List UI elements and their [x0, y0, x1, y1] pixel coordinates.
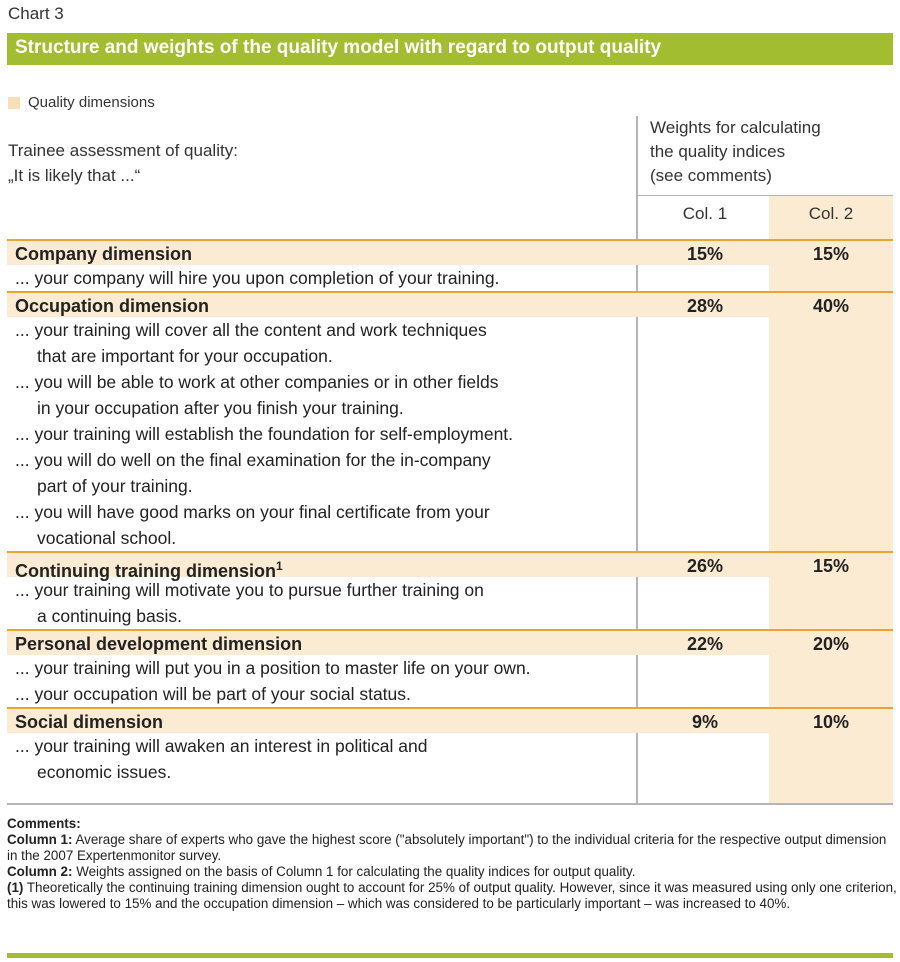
dimension-name — [15, 242, 192, 266]
criterion-text: that are important for your occupation. — [37, 346, 333, 366]
chart-label: Chart 3 — [8, 4, 64, 23]
legend-swatch-icon — [8, 97, 20, 109]
criterion-item — [7, 317, 640, 369]
criterion-item — [7, 499, 640, 551]
dimension-name — [15, 294, 209, 318]
dimension-row — [7, 707, 893, 733]
dimension-name-text: Continuing training dimension — [15, 561, 276, 581]
trainee-header-line: „It is likely that ...“ — [8, 166, 141, 185]
dimension-name — [15, 632, 302, 656]
legend-label: Quality dimensions — [28, 94, 155, 111]
trainee-header — [8, 138, 238, 188]
col2-value: 10% — [812, 712, 850, 732]
criterion-text: ... you will have good marks on your final certificate from your — [15, 502, 490, 522]
footer-bar — [7, 953, 893, 958]
criterion-item — [7, 681, 640, 707]
comment-col1 — [7, 832, 897, 864]
header-rule — [637, 195, 893, 196]
comments-heading: Comments: — [7, 816, 81, 831]
criterion-text: ... you will do well on the final examination for the in-company — [15, 450, 491, 470]
criterion-text: ... your training will motivate you to pursue further training on — [15, 580, 484, 600]
dimension-name — [15, 554, 283, 583]
dimension-row — [7, 629, 893, 655]
criterion-text: in your occupation after you finish your training. — [37, 398, 404, 418]
comment-label: Column 2: — [7, 864, 73, 879]
criterion-text: ... your company will hire you upon completion of your training. — [15, 268, 500, 288]
dimension-name-text: Occupation dimension — [15, 296, 210, 316]
criterion-text: part of your training. — [37, 476, 193, 496]
footnote-marker: 1 — [275, 559, 283, 573]
col1-value: 22% — [686, 634, 724, 654]
criterion-item — [7, 577, 640, 629]
col2-header: Col. 2 — [808, 204, 854, 223]
col2-value: 20% — [812, 634, 850, 654]
col2-value: 15% — [812, 556, 850, 576]
criterion-text: vocational school. — [37, 528, 177, 548]
criterion-item — [7, 421, 640, 447]
criterion-item — [7, 447, 640, 499]
criterion-text: ... you will be able to work at other companies or in other fields — [15, 372, 499, 392]
comment-label: (1) — [7, 880, 24, 895]
criterion-text: ... your training will put you in a position to master life on your own. — [15, 658, 531, 678]
criterion-text: ... your training will awaken an interest in political and — [15, 736, 428, 756]
trainee-header-line: Trainee assessment of quality: — [8, 141, 238, 160]
comment-text: Weights assigned on the basis of Column 1 for calculating the quality indices for output quality. — [72, 864, 636, 879]
table-bottom-rule — [7, 803, 893, 805]
dimension-name — [15, 710, 163, 734]
weights-header-line: the quality indices — [650, 142, 786, 161]
col1-value: 26% — [686, 556, 724, 576]
criterion-text: ... your occupation will be part of your social status. — [15, 684, 411, 704]
dimension-name-text: Personal development dimension — [15, 634, 303, 654]
comment-text: Average share of experts who gave the highest score ("absolutely important") to the individual criteria for the respective output dimension in the 2007 Expertenmonitor survey. — [7, 832, 887, 863]
dimension-row — [7, 291, 893, 317]
criterion-text: economic issues. — [37, 762, 172, 782]
comments — [7, 816, 897, 912]
criterion-item — [7, 655, 640, 681]
dimension-row — [7, 239, 893, 265]
criterion-text: ... your training will establish the foundation for self-employment. — [15, 424, 514, 444]
title-bar: Structure and weights of the quality model with regard to output quality — [7, 33, 893, 65]
dimension-table — [7, 239, 893, 785]
dimension-name-text: Company dimension — [15, 244, 193, 264]
criterion-item — [7, 733, 640, 785]
col2-value: 40% — [812, 296, 850, 316]
comment-col2 — [7, 864, 897, 880]
criterion-item — [7, 265, 640, 291]
col1-value: 28% — [686, 296, 724, 316]
legend — [8, 94, 155, 111]
comment-note1 — [7, 880, 897, 912]
weights-header — [650, 116, 821, 188]
dimension-row — [7, 551, 893, 581]
weights-header-line: (see comments) — [650, 166, 772, 185]
comment-text: Theoretically the continuing training dimension ought to account for 25% of output quality. However, since it was measured using only one criterion, this was lowered to 15% and the occupation dimension – which was considered to be particularly important – was increased to 40%. — [7, 880, 897, 911]
weights-header-line: Weights for calculating — [650, 118, 821, 137]
criterion-text: ... your training will cover all the content and work techniques — [15, 320, 487, 340]
col1-value: 9% — [691, 712, 718, 732]
dimension-name-text: Social dimension — [15, 712, 164, 732]
col1-header: Col. 1 — [682, 204, 728, 223]
comment-label: Column 1: — [7, 832, 73, 847]
col1-value: 15% — [686, 244, 724, 264]
criterion-item — [7, 369, 640, 421]
col2-value: 15% — [812, 244, 850, 264]
criterion-text: a continuing basis. — [37, 606, 182, 626]
